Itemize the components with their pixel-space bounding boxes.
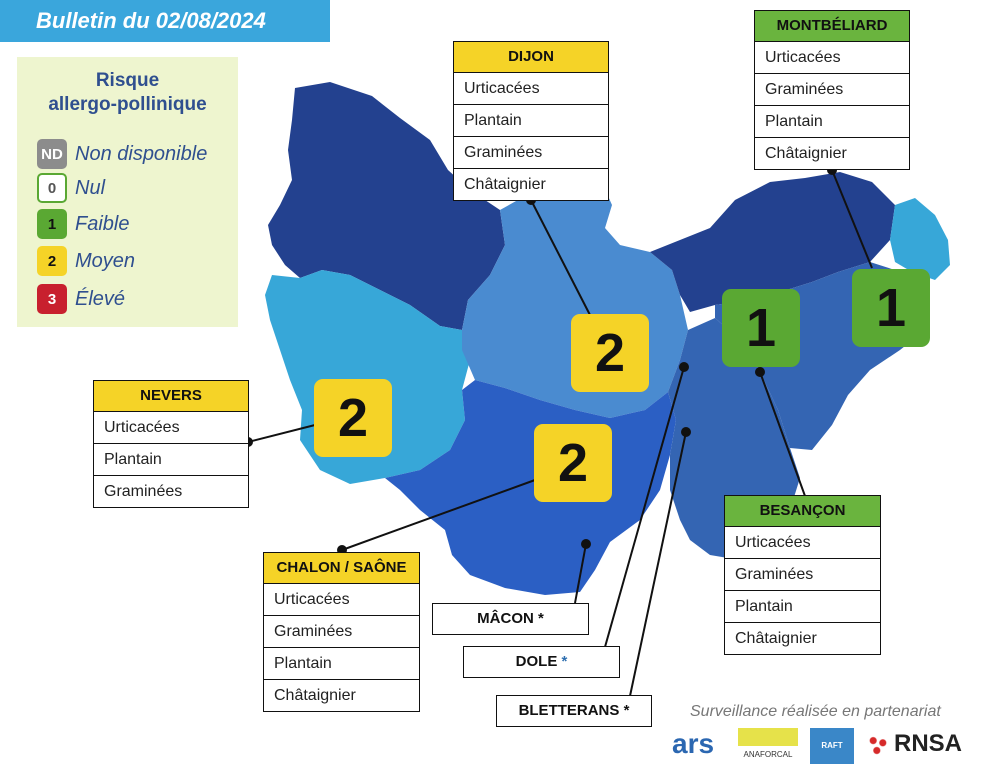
connector-chalon — [342, 480, 535, 550]
station-label-dole — [463, 646, 620, 678]
pollen-row: Plantain — [725, 591, 880, 623]
station-mark-macon: * — [538, 610, 544, 627]
station-dot-besancon — [756, 368, 764, 376]
risk-badge-chalon: 2 — [534, 424, 612, 502]
station-dot-dole — [680, 363, 688, 371]
station-mark-bletterans: * — [623, 702, 630, 719]
station-mark-dole: * — [561, 653, 568, 670]
pollen-row: Urticacées — [454, 73, 608, 105]
bulletin-date-banner: Bulletin du 02/08/2024 — [0, 0, 330, 42]
station-name-dijon: DIJON — [454, 42, 608, 73]
station-name-besancon: BESANÇON — [725, 496, 880, 527]
pollen-row: Urticacées — [725, 527, 880, 559]
station-name-bletterans: BLETTERANS — [518, 702, 620, 719]
logo-ars: ars — [672, 728, 715, 759]
station-name-macon: MÂCON — [477, 610, 534, 627]
pollen-row: Urticacées — [94, 412, 248, 444]
pollen-row: Châtaignier — [464, 176, 546, 193]
risk-badge-montbeliard: 1 — [852, 269, 930, 347]
logo-rnsa-dots-icon — [866, 734, 890, 756]
station-table-chalon — [263, 552, 420, 712]
legend-title-line2: allergo-pollinique — [48, 94, 207, 115]
legend-badge-nd: ND — [37, 139, 67, 169]
connector-dijon — [531, 200, 590, 315]
risk-badge-besancon: 1 — [722, 289, 800, 367]
station-table-nevers — [93, 380, 249, 508]
connector-besancon — [760, 372, 805, 496]
logo-anaforcal: ANAFORCAL — [738, 728, 798, 764]
legend-label-3: Élevé — [75, 287, 126, 310]
station-table-dijon — [453, 41, 609, 201]
legend-badge-1: 1 — [37, 209, 67, 239]
pollen-row: Urticacées — [755, 42, 909, 74]
legend-label-1: Faible — [75, 212, 130, 235]
station-table-besancon — [724, 495, 881, 655]
pollen-row: Plantain — [94, 444, 248, 476]
station-dot-bletterans — [682, 428, 690, 436]
legend-badge-3: 3 — [37, 284, 67, 314]
pollen-row: Châtaignier — [274, 687, 356, 704]
pollen-row: Plantain — [264, 648, 419, 680]
station-name-montbeliard: MONTBÉLIARD — [755, 11, 909, 42]
pollen-row: Châtaignier — [735, 630, 817, 647]
pollen-row: Urticacées — [264, 584, 419, 616]
pollen-row: Graminées — [104, 483, 183, 500]
risk-badge-nevers: 2 — [314, 379, 392, 457]
legend-title-line1: Risque — [95, 70, 160, 91]
station-name-chalon: CHALON / SAÔNE — [264, 553, 419, 584]
pollen-row: Graminées — [264, 616, 419, 648]
connector-dole — [605, 367, 684, 647]
station-table-montbeliard — [754, 10, 910, 170]
pollen-row: Graminées — [725, 559, 880, 591]
station-label-bletterans — [496, 695, 652, 727]
risk-badge-dijon: 2 — [571, 314, 649, 392]
pollen-row: Plantain — [755, 106, 909, 138]
partner-text: Surveillance réalisée en partenariat — [690, 703, 941, 720]
legend-badge-2: 2 — [37, 246, 67, 276]
station-name-nevers: NEVERS — [94, 381, 248, 412]
connector-nevers — [248, 425, 315, 442]
connector-macon — [575, 544, 586, 603]
pollen-row: Graminées — [755, 74, 909, 106]
pollen-row: Châtaignier — [765, 145, 847, 162]
logo-rnsa — [864, 728, 982, 764]
station-label-macon — [432, 603, 589, 635]
legend-label-nd: Non disponible — [75, 142, 208, 165]
pollen-row: Plantain — [454, 105, 608, 137]
legend-badge-0: 0 — [37, 173, 67, 203]
pollen-row: Graminées — [454, 137, 608, 169]
connector-bletterans — [630, 432, 686, 696]
station-name-dole: DOLE — [515, 653, 558, 670]
legend-label-2: Moyen — [75, 249, 136, 272]
logo-rnsa-text: RNSA — [894, 730, 963, 757]
station-dot-macon — [582, 540, 590, 548]
logo-raft: RAFT — [810, 728, 854, 764]
legend-label-0: Nul — [75, 176, 106, 199]
connector-montbeliard — [832, 170, 872, 268]
